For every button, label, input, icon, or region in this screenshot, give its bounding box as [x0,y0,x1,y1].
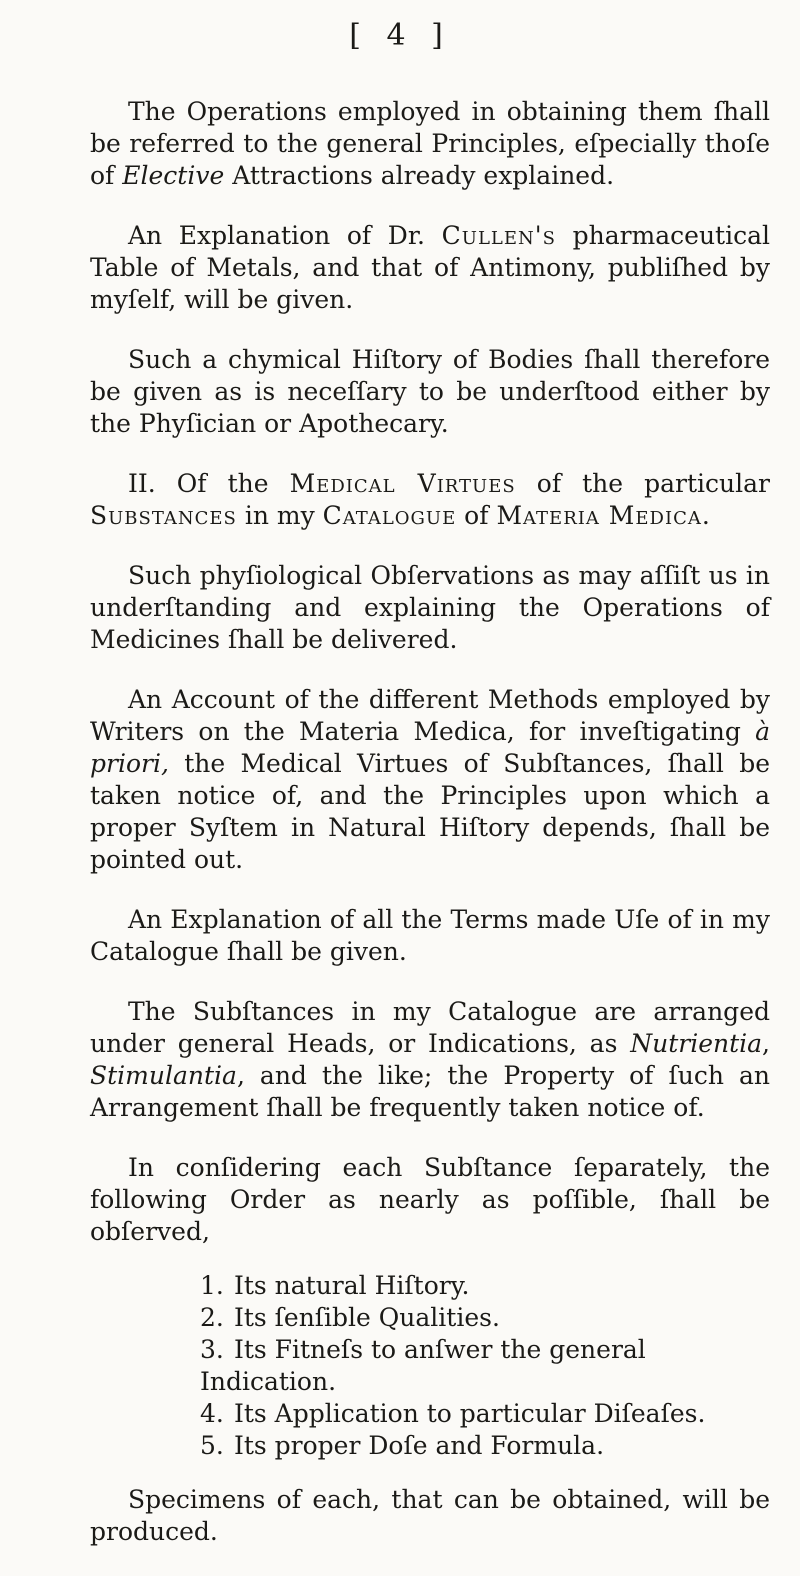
list-number: 2. [200,1303,224,1332]
list-item [200,1270,770,1302]
paragraph-text: An Explanation of Dr. [128,221,425,250]
italic-term: Elective [122,161,225,190]
heading-text: Catalogue [322,501,457,530]
list-item [200,1398,770,1430]
list-text: Its Application to particular Diſeaſes. [233,1399,706,1428]
author-name: Cullen's [441,221,556,250]
paragraph-chymical-history [90,344,770,440]
list-text: Its proper Doſe and Formula. [233,1431,605,1460]
heading-text: II. Of the [128,469,269,498]
section-heading-medical-virtues [90,468,770,532]
list-text: Its natural Hiſtory. [233,1271,470,1300]
numbered-list [90,1270,770,1462]
list-number: 3. [200,1335,224,1364]
paragraph-cullen-table [90,220,770,316]
paragraph-text: the Medical Virtues of Subſtances, ſhall be taken notice of, and the Principles upon which a proper Syſtem in Natural Hiſtory depends, ſhall be pointed out. [90,749,770,874]
list-item [200,1430,770,1462]
paragraph-text: In conſidering each Subſtance ſeparately, the following Order as nearly as poſſible, ſhall be obſerved, [90,1153,770,1246]
paragraph-text: Specimens of each, that can be obtained, will be produced. [90,1485,770,1546]
heading-text: in my [244,501,315,530]
body-text [90,96,770,1576]
heading-text: of the particular [536,469,770,498]
italic-term: Stimulantia [90,1061,237,1090]
list-item [200,1302,770,1334]
list-number: 4. [200,1399,224,1428]
heading-text: Substances [90,501,237,530]
paragraph-arrangement [90,996,770,1124]
list-number: 1. [200,1271,224,1300]
paragraph-text: pharmaceutical Table of Metals, and that of Antimony, publiſhed by myſelf, will be given. [90,221,771,314]
page-number: [ 4 ] [349,18,451,53]
paragraph-text: , and the like; the Property of ſuch an Arrangement ſhall be frequently taken notice of. [90,1061,770,1122]
paragraph-terms [90,904,770,968]
paragraph-text: The Subſtances in my Catalogue are arranged under general Heads, or Indications, as [90,997,770,1058]
italic-term: à priori, [90,717,770,778]
paragraph-physiological [90,560,770,656]
paragraph-operations [90,96,770,192]
paragraph-methods [90,684,770,876]
italic-term: Nutrientia [630,1029,763,1058]
paragraph-text: An Account of the different Methods employed by Writers on the Materia Medica, for inveſtigating [90,685,770,746]
punctuation: , [762,1029,770,1058]
paragraph-text: Such phyſiological Obſervations as may aſſiſt us in underſtanding and explaining the Operations of Medicines ſhall be delivered. [90,561,770,654]
heading-text: of [464,501,489,530]
list-text: Its ſenſible Qualities. [233,1303,500,1332]
heading-text: Medical Virtues [289,469,516,498]
paragraph-text: Attractions already explained. [232,161,615,190]
list-item [200,1334,770,1398]
paragraph-text: The Operations employed in obtaining them ſhall be referred to the general Principles, eſpecially thoſe of [90,97,770,190]
list-number: 5. [200,1431,224,1460]
paragraph-text: Such a chymical Hiſtory of Bodies ſhall therefore be given as is neceſſary to be underſtood either by the Phyſician or Apothecary. [90,345,770,438]
list-text: Its Fitneſs to anſwer the general Indication. [200,1335,646,1396]
paragraph-order [90,1152,770,1248]
paragraph-specimens [90,1484,770,1548]
heading-text: Materia Medica. [496,501,711,530]
paragraph-text: An Explanation of all the Terms made Uſe of in my Catalogue ſhall be given. [90,905,770,966]
